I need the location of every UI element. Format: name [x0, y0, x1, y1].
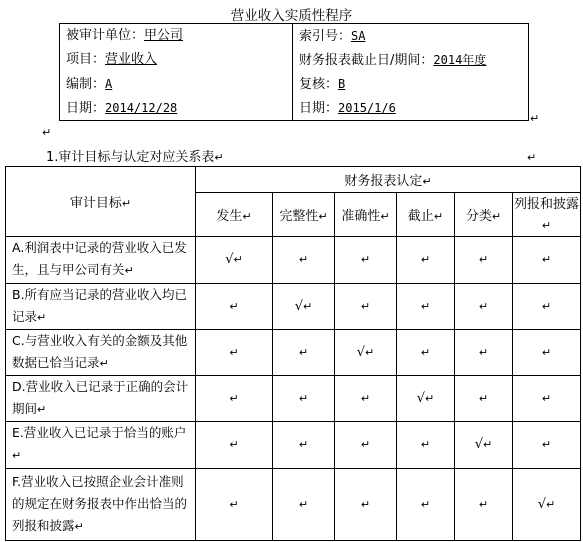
assertion-header-3	[397, 193, 455, 237]
empty-cell	[196, 329, 273, 375]
index-line: 索引号：SA	[299, 29, 366, 44]
empty-cell	[335, 468, 397, 540]
paragraph-mark: ↵	[99, 356, 109, 370]
section-title: 1.审计目标与认定对应关系表↵	[46, 150, 224, 165]
paragraph-mark: ↵	[298, 345, 309, 359]
paragraph-mark: ↵	[298, 253, 309, 267]
paragraph-mark: ↵	[37, 403, 47, 417]
assertion-label: 分类	[465, 209, 492, 225]
check-mark-icon: √	[537, 496, 547, 512]
paragraph-mark: ↵	[42, 126, 52, 139]
paragraph-mark: ↵	[37, 310, 47, 324]
paragraph-mark: ↵	[360, 253, 371, 267]
assertion-header-2	[335, 193, 397, 237]
paragraph-mark: ↵	[527, 151, 537, 164]
table-row	[6, 422, 581, 468]
paragraph-mark: ↵	[420, 299, 431, 313]
paragraph-mark: ↵	[298, 497, 309, 511]
paragraph-mark: ↵	[242, 210, 252, 224]
empty-cell	[513, 376, 581, 422]
empty-cell	[397, 329, 455, 375]
objective-cell	[6, 468, 196, 540]
paragraph-mark: ↵	[541, 345, 552, 359]
table-row	[6, 329, 581, 375]
empty-cell	[513, 329, 581, 375]
paragraph-mark: ↵	[541, 299, 552, 313]
paragraph-mark: ↵	[491, 210, 502, 224]
index-value: SA	[351, 29, 366, 43]
table-row	[6, 283, 581, 329]
paragraph-mark: ↵	[303, 299, 313, 313]
paragraph-mark: ↵	[478, 253, 489, 267]
prepared-line: 编制：A	[66, 77, 113, 92]
assertion-label: 截止	[407, 209, 434, 225]
objective-header-cell: 审计目标↵	[6, 167, 196, 237]
assertion-header-5	[513, 193, 581, 237]
paragraph-mark: ↵	[124, 264, 134, 278]
paragraph-mark: ↵	[541, 253, 552, 267]
empty-cell	[196, 468, 273, 540]
assertion-label: 列报和披露	[514, 196, 580, 212]
period-line: 财务报表截止日/期间：2014年度	[299, 53, 487, 68]
paragraph-mark: ↵	[229, 392, 239, 406]
paragraph-mark: ↵	[298, 438, 309, 452]
empty-cell	[513, 422, 581, 468]
table-row	[6, 237, 581, 283]
paragraph-mark: ↵	[546, 497, 556, 511]
empty-cell	[397, 468, 455, 540]
check-mark-icon: √	[225, 252, 234, 268]
objective-rows	[6, 237, 581, 541]
objective-text: D.营业收入已记录于正确的会计期间	[12, 379, 189, 417]
table-row	[6, 468, 581, 540]
header-right-cell	[293, 24, 529, 121]
check-mark-icon: √	[416, 391, 426, 407]
objective-text: B.所有应当记录的营业收入均已记录	[12, 286, 188, 324]
paragraph-mark: ↵	[360, 299, 371, 313]
assertion-group-header: 财务报表认定↵	[196, 167, 581, 193]
prep-date-line: 日期：2014/12/28	[66, 101, 178, 116]
objective-text: F.营业收入已按照企业会计准则的规定在财务报表中作出恰当的列报和披露	[12, 473, 188, 533]
paragraph-mark: ↵	[214, 151, 224, 164]
empty-cell	[273, 468, 335, 540]
check-cell	[455, 422, 513, 468]
empty-cell	[513, 237, 581, 283]
item-value: 营业收入	[105, 52, 158, 67]
empty-cell	[455, 237, 513, 283]
paragraph-mark: ↵	[478, 345, 489, 359]
table-row	[6, 376, 581, 422]
check-cell	[513, 468, 581, 540]
paragraph-mark: ↵	[483, 438, 493, 452]
assertion-header-4	[455, 193, 513, 237]
paragraph-mark: ↵	[229, 497, 239, 511]
empty-cell	[455, 468, 513, 540]
review-date-value: 2015/1/6	[338, 101, 396, 115]
check-cell	[335, 329, 397, 375]
empty-cell	[397, 283, 455, 329]
paragraph-mark: ↵	[478, 497, 489, 511]
assertion-label: 完整性	[279, 209, 319, 225]
paragraph-mark: ↵	[12, 449, 22, 463]
prepared-value: A	[105, 77, 113, 91]
empty-cell	[513, 283, 581, 329]
header-left-cell	[60, 24, 293, 121]
objective-text: C.与营业收入有关的金额及其他数据已恰当记录	[12, 332, 188, 370]
empty-cell	[397, 422, 455, 468]
paragraph-mark: ↵	[478, 299, 489, 313]
paragraph-mark: ↵	[298, 392, 309, 406]
item-line: 项目：营业收入	[66, 52, 158, 67]
paragraph-mark: ↵	[541, 438, 552, 452]
objective-cell	[6, 329, 196, 375]
paragraph-mark: ↵	[541, 218, 552, 232]
empty-cell	[273, 329, 335, 375]
prep-date-value: 2014/12/28	[105, 101, 178, 115]
empty-cell	[335, 422, 397, 468]
assertion-header-0	[196, 193, 273, 237]
empty-cell	[335, 283, 397, 329]
objective-cell	[6, 283, 196, 329]
objective-cell	[6, 422, 196, 468]
check-cell	[397, 376, 455, 422]
check-mark-icon: √	[294, 298, 304, 314]
review-date-line: 日期：2015/1/6	[299, 101, 396, 116]
document-title: 营业收入实质性程序	[230, 8, 353, 24]
objective-cell	[6, 376, 196, 422]
assertion-header-1	[273, 193, 335, 237]
paragraph-mark: ↵	[425, 392, 435, 406]
empty-cell	[455, 283, 513, 329]
paragraph-mark: ↵	[420, 497, 431, 511]
paragraph-mark: ↵	[420, 253, 431, 267]
paragraph-mark: ↵	[229, 438, 239, 452]
objective-cell	[6, 237, 196, 283]
paragraph-mark: ↵	[229, 345, 239, 359]
paragraph-mark: ↵	[365, 345, 375, 359]
paragraph-mark: ↵	[420, 345, 431, 359]
paragraph-mark: ↵	[74, 519, 84, 533]
paragraph-mark: ↵	[478, 392, 489, 406]
empty-cell	[335, 237, 397, 283]
paragraph-mark: ↵	[530, 112, 540, 125]
paragraph-mark: ↵	[380, 210, 390, 224]
check-cell	[273, 283, 335, 329]
empty-cell	[455, 376, 513, 422]
empty-cell	[397, 237, 455, 283]
paragraph-mark: ↵	[541, 392, 552, 406]
paragraph-mark: ↵	[433, 210, 444, 224]
empty-cell	[273, 237, 335, 283]
entity-line: 被审计单位：甲公司	[66, 28, 184, 43]
empty-cell	[273, 376, 335, 422]
paragraph-mark: ↵	[229, 299, 239, 313]
assertion-label: 准确性	[341, 209, 381, 225]
empty-cell	[196, 422, 273, 468]
paragraph-mark: ↵	[420, 438, 431, 452]
reviewed-value: B	[338, 77, 346, 91]
entity-value: 甲公司	[144, 28, 184, 43]
objective-assertion-table	[5, 166, 581, 541]
check-mark-icon: √	[474, 437, 484, 453]
period-value: 2014年度	[433, 53, 487, 67]
paragraph-mark: ↵	[360, 392, 371, 406]
empty-cell	[455, 329, 513, 375]
check-cell	[196, 237, 273, 283]
paragraph-mark: ↵	[360, 438, 371, 452]
header-info-table	[59, 23, 529, 121]
objective-text: E.营业收入已记录于恰当的账户	[12, 425, 187, 441]
check-mark-icon: √	[356, 344, 366, 360]
objective-text: A.利润表中记录的营业收入已发生，且与甲公司有关	[12, 240, 187, 278]
empty-cell	[196, 283, 273, 329]
empty-cell	[335, 376, 397, 422]
empty-cell	[273, 422, 335, 468]
paragraph-mark: ↵	[233, 253, 243, 267]
empty-cell	[196, 376, 273, 422]
paragraph-mark: ↵	[318, 210, 328, 224]
reviewed-line: 复核：B	[299, 77, 346, 92]
assertion-label: 发生	[216, 209, 243, 225]
paragraph-mark: ↵	[360, 497, 371, 511]
